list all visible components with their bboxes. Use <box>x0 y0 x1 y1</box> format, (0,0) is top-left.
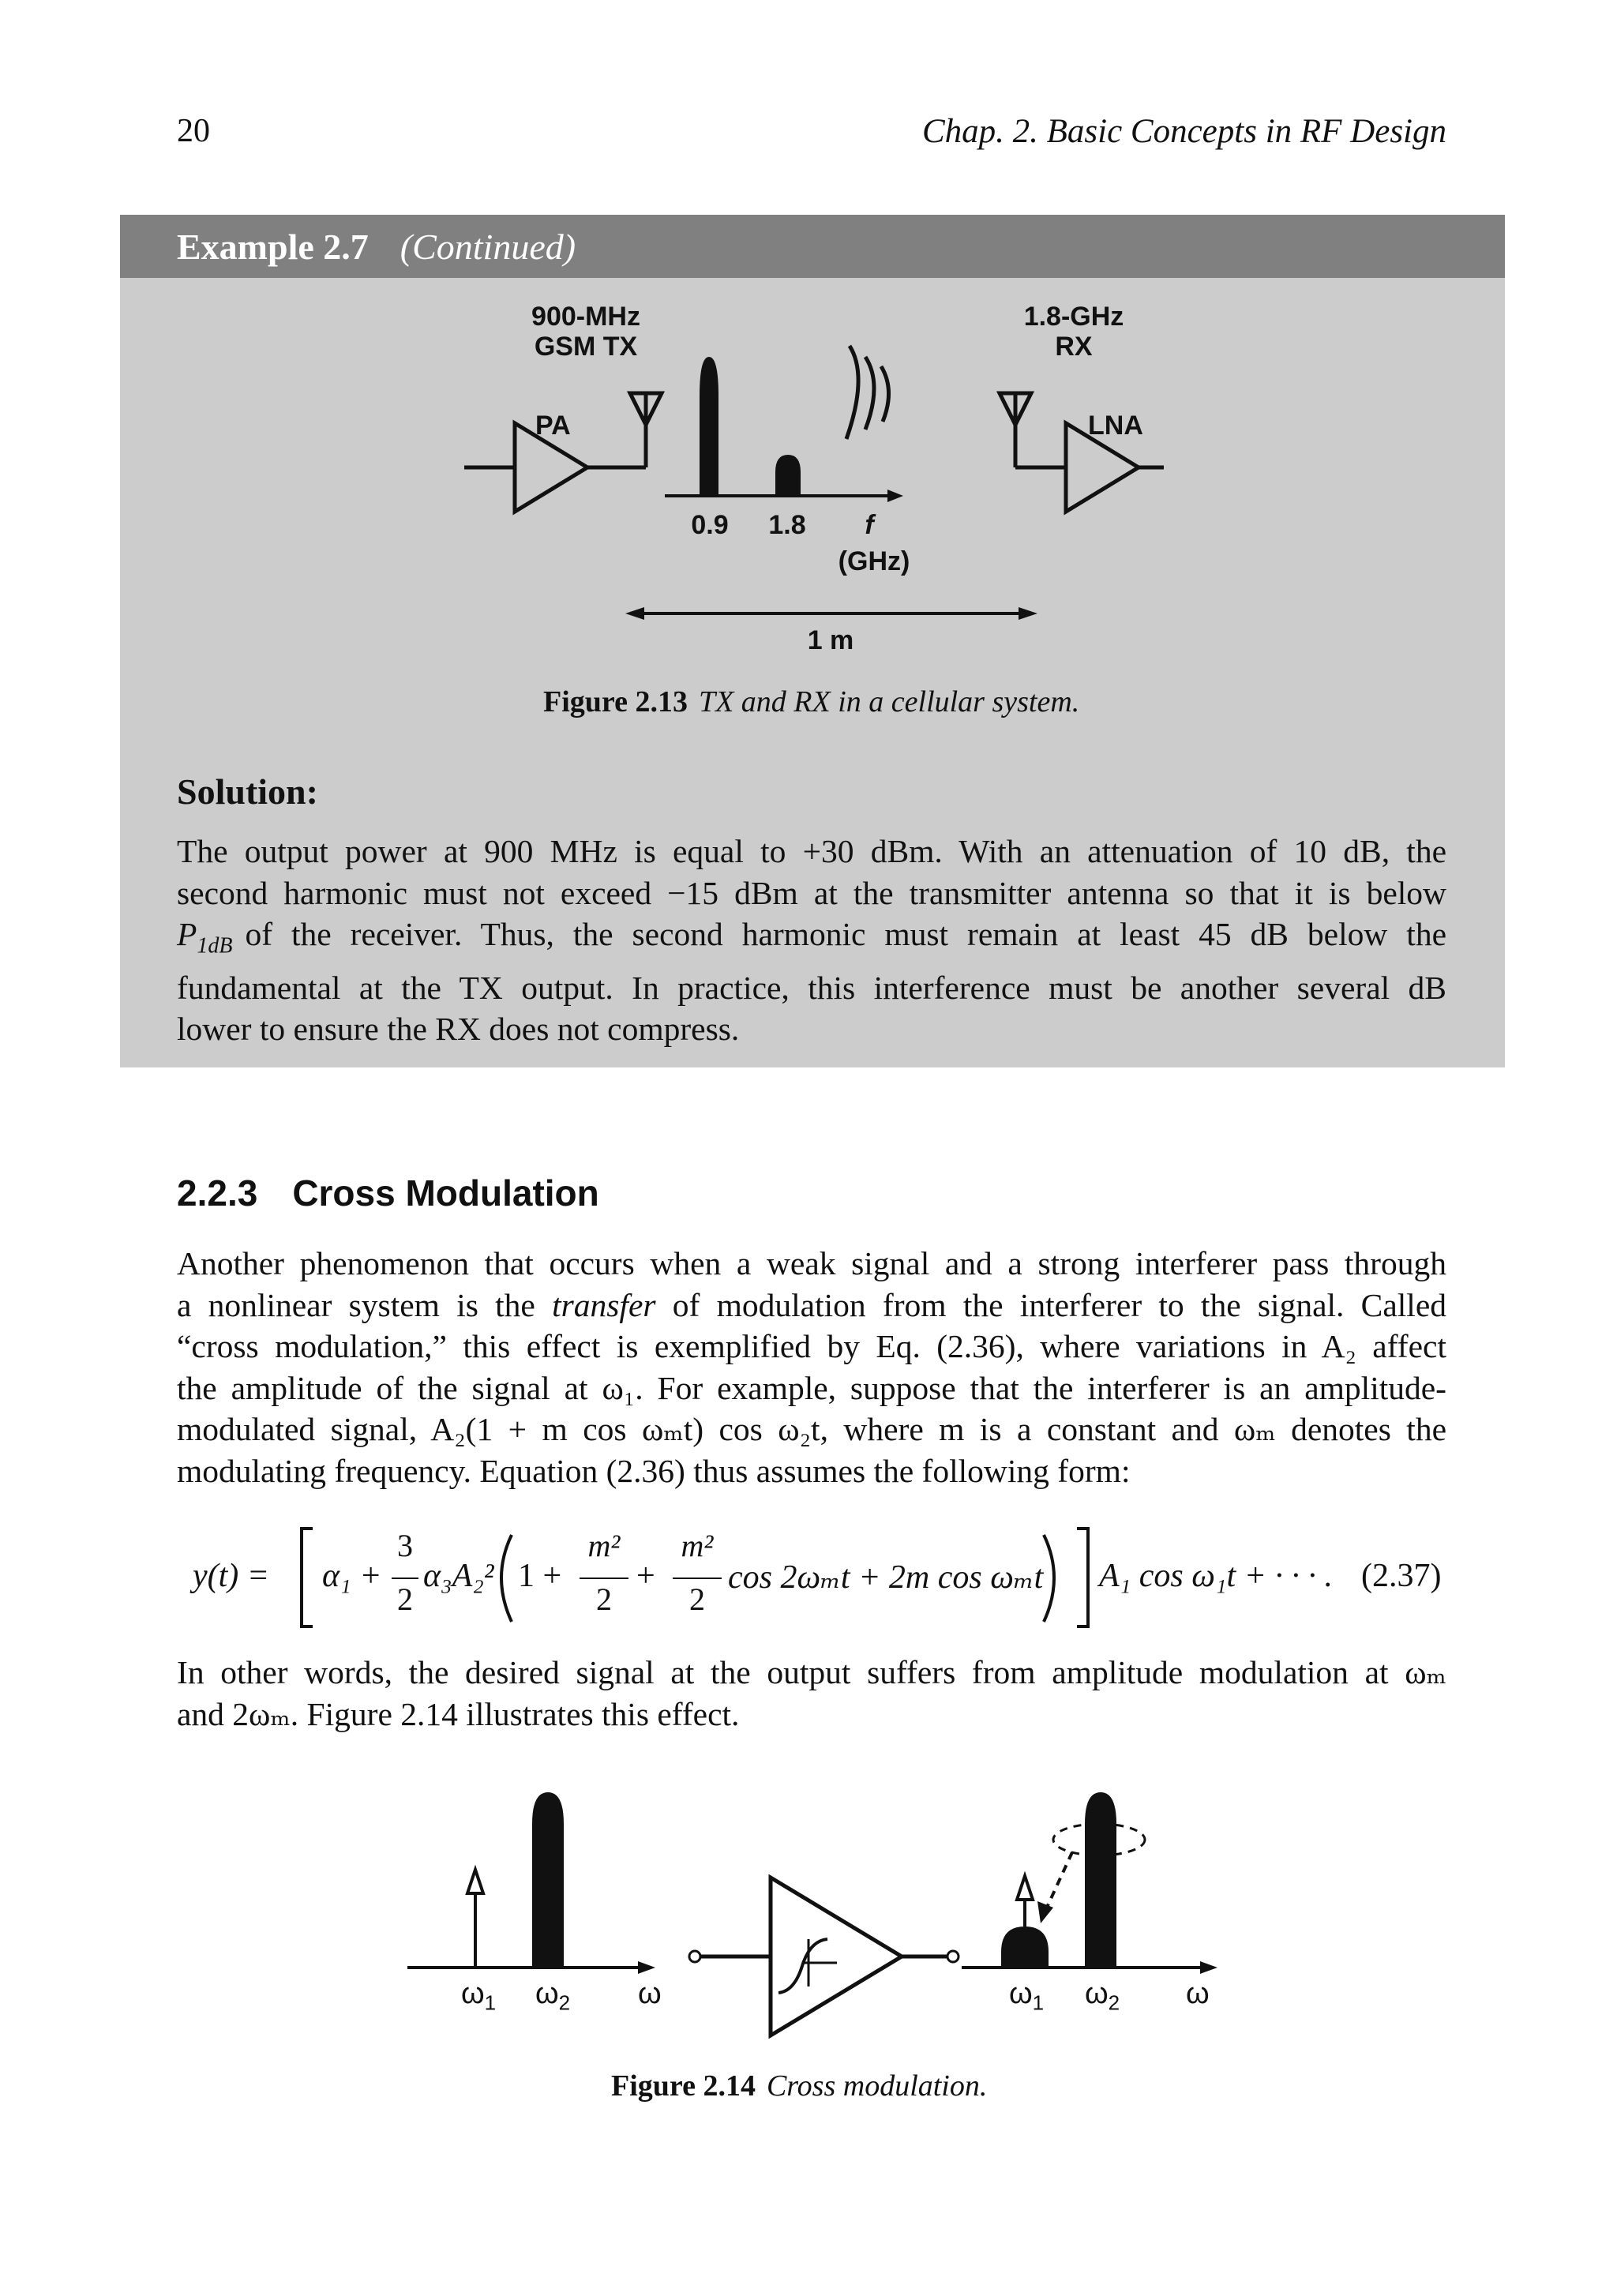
output-interferer-pulse <box>1085 1792 1116 1968</box>
nonlinear-amplifier <box>689 1878 959 2035</box>
eq-frac2-den: 2 <box>596 1581 612 1617</box>
input-spectrum <box>407 1792 655 1974</box>
interferer-pulse <box>532 1792 564 1968</box>
paragraph-line: modulating frequency. Equation (2.36) thus assumes the following form: <box>177 1452 1131 1489</box>
paragraph-line: In other words, the desired signal at the output suffers from amplitude modulation at ωₘ <box>177 1654 1446 1690</box>
p1db-p: P <box>177 916 197 952</box>
modulated-signal-pulse <box>1001 1926 1049 1968</box>
tick-label-1-8: 1.8 <box>768 510 806 540</box>
figure-2-14-caption <box>611 2069 987 2103</box>
eq-frac1-num: 3 <box>397 1528 413 1563</box>
distance-label: 1 m <box>807 625 854 655</box>
solution-line: second harmonic must not exceed −15 dBm at the transmitter antenna so that it is below <box>177 874 1446 911</box>
emphasis-transfer: transfer <box>552 1286 656 1323</box>
example-number: Example 2.7 <box>177 227 369 267</box>
pa-label: PA <box>535 411 571 441</box>
paragraph-line: Another phenomenon that occurs when a weak signal and a strong interferer pass through <box>177 1245 1446 1281</box>
output-w1-label: $\omega_1$ <box>1009 1977 1045 2015</box>
caption-text: TX and RX in a cellular system. <box>698 685 1080 718</box>
eq-one-plus: 1 + <box>518 1558 562 1594</box>
paragraph-line: and 2ωₘ. Figure 2.14 illustrates this effect. <box>177 1695 740 1732</box>
eq-frac2-num: m² <box>587 1528 621 1563</box>
eq-frac1-den: 2 <box>397 1581 413 1617</box>
line2-part-a: a nonlinear system is the <box>177 1286 553 1323</box>
eq-number: (2.37) <box>1361 1558 1442 1594</box>
example-continued: (Continued) <box>400 227 576 267</box>
output-spectrum <box>962 1792 1217 1974</box>
paragraph-line: modulated signal, A₂(1 + m cos ωₘt) cos ω₂t, where m is a constant and ωₘ denotes the <box>177 1411 1446 1447</box>
axis-unit-label: (GHz) <box>838 546 910 576</box>
eq-frac3-num: m² <box>681 1528 714 1563</box>
tick-label-0-9: 0.9 <box>691 510 729 540</box>
eq-term2: cos 2ωₘt + 2m cos ωₘt <box>728 1559 1044 1596</box>
output-signal-arrowhead <box>1017 1876 1033 1900</box>
eq-alpha1: α₁ + <box>322 1558 382 1594</box>
caption-number: Figure 2.13 <box>543 685 688 718</box>
caption-number: Figure 2.14 <box>611 2069 756 2103</box>
weak-signal-arrowhead <box>467 1870 483 1893</box>
transfer-arrow <box>1045 1852 1072 1911</box>
rx-label-line2: RX <box>1055 332 1093 362</box>
eq-term1: α₃A₂² <box>423 1558 494 1594</box>
solution-line-3-text: of the receiver. Thus, the second harmonic must remain at least 45 dB below the <box>245 916 1446 952</box>
lna-label: LNA <box>1088 411 1143 441</box>
eq-frac3-den: 2 <box>689 1581 705 1617</box>
tx-label-line1: 900-MHz <box>531 302 640 332</box>
eq-plus: + <box>636 1558 655 1594</box>
solution-line: The output power at 900 MHz is equal to +30 dBm. With an attenuation of 10 dB, the <box>177 833 1446 869</box>
input-w-axis-label: ω <box>638 1977 662 2010</box>
eq-lhs: y(t) = <box>193 1558 270 1594</box>
axis-var-label: f <box>865 510 874 540</box>
tx-label-line2: GSM TX <box>534 332 638 362</box>
input-w2-label: $\omega_2$ <box>535 1977 571 2015</box>
paragraph-line: the amplitude of the signal at ω₁. For example, suppose that the interferer is an amplitude- <box>177 1369 1446 1406</box>
rx-label-line1: 1.8-GHz <box>1023 302 1124 332</box>
paragraph-line: “cross modulation,” this effect is exemplified by Eq. (2.36), where variations in A₂ affect <box>177 1328 1446 1364</box>
output-w-axis-label: ω <box>1186 1977 1210 2010</box>
input-w1-label: $\omega_1$ <box>461 1977 497 2015</box>
line2-part-b: of modulation from the interferer to the signal. Called <box>655 1286 1446 1323</box>
solution-line: lower to ensure the RX does not compress. <box>177 1011 740 1048</box>
caption-text: Cross modulation. <box>766 2069 988 2103</box>
running-head: Chap. 2. Basic Concepts in RF Design <box>921 113 1446 150</box>
section-number: 2.2.3 <box>177 1172 258 1214</box>
p1db-sub: 1dB <box>197 933 233 959</box>
solution-line: fundamental at the TX output. In practice, this interference must be another several dB <box>177 969 1446 1006</box>
output-w2-label: $\omega_2$ <box>1085 1977 1120 2015</box>
eq-term3: A₁ cos ω₁t + · · · . <box>1099 1558 1334 1594</box>
page-number: 20 <box>177 113 210 149</box>
solution-heading: Solution: <box>177 771 318 812</box>
section-title: Cross Modulation <box>292 1172 599 1214</box>
